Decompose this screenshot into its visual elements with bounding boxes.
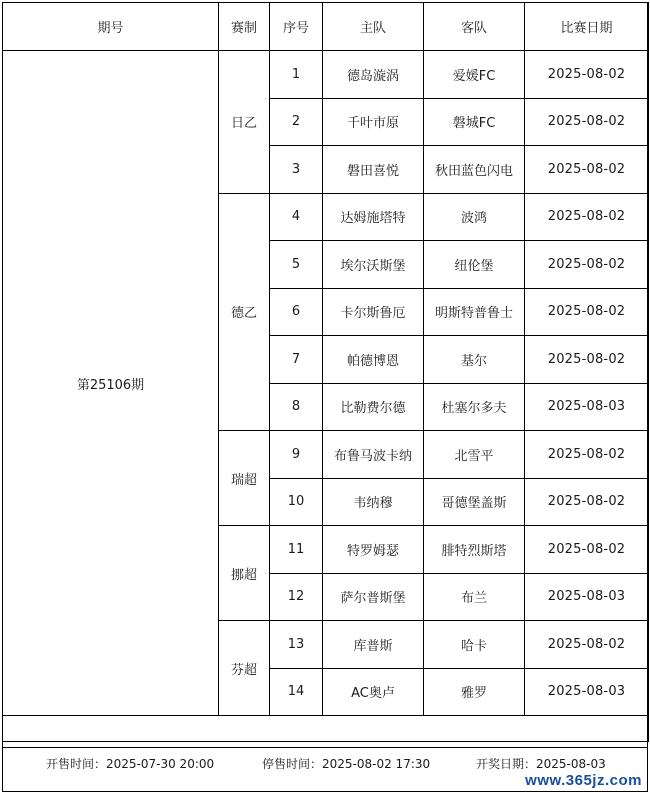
match-date-cell: 2025-08-02 (525, 241, 649, 289)
away-team-cell: 磐城FC (424, 98, 525, 146)
away-team-cell: 杜塞尔多夫 (424, 383, 525, 431)
table-header-row (3, 3, 649, 51)
sale-stop-time: 停售时间：2025-08-02 17:30 (262, 757, 431, 771)
match-date-cell: 2025-08-02 (525, 98, 649, 146)
blank-row (3, 716, 649, 742)
header-away: 客队 (424, 3, 525, 51)
away-team-cell: 波鸿 (424, 193, 525, 241)
match-date-cell: 2025-08-02 (525, 431, 649, 479)
match-date-cell: 2025-08-02 (525, 478, 649, 526)
match-date-cell: 2025-08-03 (525, 668, 649, 716)
match-date-cell: 2025-08-02 (525, 193, 649, 241)
seq-cell: 4 (270, 193, 323, 241)
match-date-cell: 2025-08-02 (525, 621, 649, 669)
site-watermark: www.365jz.com (525, 772, 642, 789)
home-team-cell: 布鲁马波卡纳 (323, 431, 424, 479)
match-date-cell: 2025-08-03 (525, 573, 649, 621)
league-cell: 日乙 (219, 51, 270, 194)
home-team-cell: AC奥卢 (323, 668, 424, 716)
away-team-cell: 腓特烈斯塔 (424, 526, 525, 574)
match-body (3, 51, 649, 742)
seq-cell: 13 (270, 621, 323, 669)
home-team-cell: 千叶市原 (323, 98, 424, 146)
match-date-cell: 2025-08-02 (525, 526, 649, 574)
league-cell: 芬超 (219, 621, 270, 716)
seq-cell: 7 (270, 336, 323, 384)
away-team-cell: 明斯特普鲁士 (424, 288, 525, 336)
match-table (2, 2, 649, 742)
away-team-cell: 爱媛FC (424, 51, 525, 99)
away-team-cell: 北雪平 (424, 431, 525, 479)
home-team-cell: 比勒费尔德 (323, 383, 424, 431)
header-seq: 序号 (270, 3, 323, 51)
away-team-cell: 雅罗 (424, 668, 525, 716)
header-home: 主队 (323, 3, 424, 51)
match-row (3, 51, 649, 99)
seq-cell: 3 (270, 146, 323, 194)
seq-cell: 8 (270, 383, 323, 431)
header-date: 比赛日期 (525, 3, 649, 51)
away-team-cell: 哥德堡盖斯 (424, 478, 525, 526)
header-league: 赛制 (219, 3, 270, 51)
match-date-cell: 2025-08-02 (525, 146, 649, 194)
league-cell: 挪超 (219, 526, 270, 621)
away-team-cell: 布兰 (424, 573, 525, 621)
match-date-cell: 2025-08-02 (525, 288, 649, 336)
home-team-cell: 库普斯 (323, 621, 424, 669)
match-date-cell: 2025-08-02 (525, 336, 649, 384)
away-team-cell: 秋田蓝色闪电 (424, 146, 525, 194)
home-team-cell: 埃尔沃斯堡 (323, 241, 424, 289)
seq-cell: 11 (270, 526, 323, 574)
seq-cell: 6 (270, 288, 323, 336)
seq-cell: 9 (270, 431, 323, 479)
period-cell: 第25106期 (3, 51, 219, 716)
home-team-cell: 特罗姆瑟 (323, 526, 424, 574)
home-team-cell: 萨尔普斯堡 (323, 573, 424, 621)
match-date-cell: 2025-08-03 (525, 383, 649, 431)
home-team-cell: 德岛漩涡 (323, 51, 424, 99)
seq-cell: 14 (270, 668, 323, 716)
sale-start-time: 开售时间：2025-07-30 20:00 (46, 757, 215, 771)
seq-cell: 1 (270, 51, 323, 99)
league-cell: 瑞超 (219, 431, 270, 526)
league-cell: 德乙 (219, 193, 270, 431)
seq-cell: 2 (270, 98, 323, 146)
home-team-cell: 帕德博恩 (323, 336, 424, 384)
draw-date: 开奖日期：2025-08-03 (476, 757, 606, 771)
away-team-cell: 纽伦堡 (424, 241, 525, 289)
home-team-cell: 卡尔斯鲁厄 (323, 288, 424, 336)
home-team-cell: 磐田喜悦 (323, 146, 424, 194)
header-period: 期号 (3, 3, 219, 51)
seq-cell: 12 (270, 573, 323, 621)
match-date-cell: 2025-08-02 (525, 51, 649, 99)
seq-cell: 5 (270, 241, 323, 289)
home-team-cell: 韦纳穆 (323, 478, 424, 526)
home-team-cell: 达姆施塔特 (323, 193, 424, 241)
away-team-cell: 哈卡 (424, 621, 525, 669)
away-team-cell: 基尔 (424, 336, 525, 384)
blank-cell (3, 716, 649, 742)
seq-cell: 10 (270, 478, 323, 526)
